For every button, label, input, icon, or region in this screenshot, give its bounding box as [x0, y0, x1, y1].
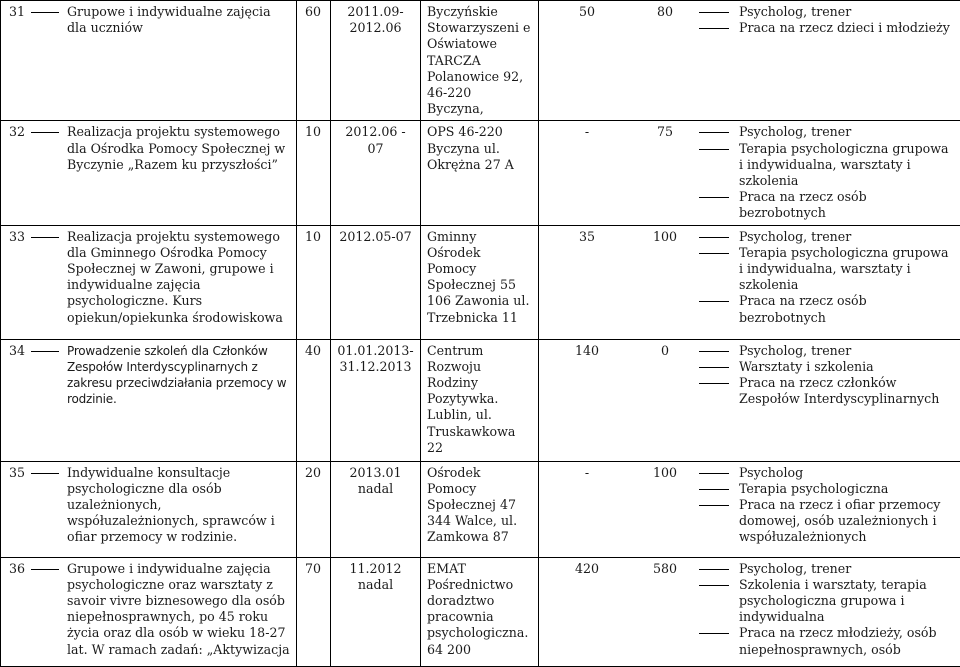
profile-cell	[539, 461, 960, 557]
profile-line: Psycholog, trener	[729, 561, 950, 577]
table-row	[1, 225, 960, 339]
row-number: 33	[9, 229, 25, 244]
period-value: 2011.09-2012.06	[347, 4, 403, 35]
profile-line: Warsztaty i szkolenia	[729, 359, 950, 375]
profile-line: Psycholog, trener	[729, 124, 950, 140]
hours-cell	[297, 339, 331, 461]
table-row	[1, 557, 960, 666]
period-cell	[331, 557, 421, 666]
project-name: Realizacja projektu systemowego dla Gminnego Ośrodka Pomocy Społecznej w Zawoni, grupowe i indywidualne zajęcia psychologiczne. Kurs opiekun/opiekunka środowiskowa	[67, 229, 290, 326]
count-a: 420	[539, 561, 635, 658]
project-name: Grupowe i indywidualne zajęcia psychologiczne oraz warsztaty z savoir vivre biznesowego dla osób niepełnosprawnych, po 45 roku życia oraz dla osób w wieku 18-27 lat. W ramach zadań: „Aktywizacja	[67, 561, 290, 658]
period-value: 2012.05-07	[339, 229, 411, 244]
period-cell	[331, 1, 421, 121]
place-cell	[421, 225, 539, 339]
project-cell	[1, 121, 297, 225]
hours-value: 60	[305, 4, 321, 19]
profile-line: Terapia psychologiczna grupowa i indywidualna, warsztaty i szkolenia	[729, 141, 950, 190]
count-a: 50	[539, 4, 635, 36]
table-row	[1, 339, 960, 461]
period-cell	[331, 225, 421, 339]
hours-cell	[297, 1, 331, 121]
table-row	[1, 461, 960, 557]
hours-cell	[297, 225, 331, 339]
hours-cell	[297, 121, 331, 225]
place-value: Ośrodek Pomocy Społecznej 47 344 Walce, ul. Zamkowa 87	[427, 465, 517, 545]
hours-value: 10	[305, 229, 321, 244]
place-value: Gminny Ośrodek Pomocy Społecznej 55 106 Zawonia ul. Trzebnicka 11	[427, 229, 529, 325]
place-value: OPS 46-220 Byczyna ul. Okrężna 27 A	[427, 124, 514, 171]
row-number: 31	[9, 4, 25, 19]
place-cell	[421, 1, 539, 121]
place-cell	[421, 121, 539, 225]
count-a: 35	[539, 229, 635, 326]
period-cell	[331, 339, 421, 461]
project-cell	[1, 339, 297, 461]
hours-cell	[297, 461, 331, 557]
count-b: 75	[635, 124, 695, 221]
count-b: 0	[635, 343, 695, 408]
place-value: Byczyńskie Stowarzyszeni e Oświatowe TARCZA Polanowice 92, 46-220 Byczyna,	[427, 4, 530, 116]
hours-value: 70	[305, 561, 321, 576]
profile-line: Psycholog	[729, 465, 950, 481]
count-a: -	[539, 465, 635, 546]
hours-cell	[297, 557, 331, 666]
project-cell	[1, 461, 297, 557]
project-cell	[1, 1, 297, 121]
count-a: -	[539, 124, 635, 221]
row-number: 36	[9, 561, 25, 576]
profile-line: Psycholog, trener	[729, 343, 950, 359]
profile-line: Praca na rzecz osób bezrobotnych	[729, 189, 950, 221]
profile-cell	[539, 557, 960, 666]
profile-line: Terapia psychologiczna	[729, 481, 950, 497]
row-number: 35	[9, 465, 25, 480]
period-value: 2013.01 nadal	[349, 465, 401, 496]
project-name: Indywidualne konsultacje psychologiczne dla osób uzależnionych, współuzależnionych, sprawców i ofiar przemocy w rodzinie.	[67, 465, 290, 546]
profile-line: Praca na rzecz młodzieży, osób niepełnosprawnych, osób	[729, 625, 950, 657]
profile-line: Praca na rzecz osób bezrobotnych	[729, 293, 950, 325]
profile-line: Terapia psychologiczna grupowa i indywidualna, warsztaty i szkolenia	[729, 245, 950, 294]
row-number: 34	[9, 343, 25, 358]
period-value: 11.2012 nadal	[349, 561, 401, 592]
period-value: 01.01.2013-31.12.2013	[337, 343, 413, 374]
profile-line: Praca na rzecz i ofiar przemocy domowej, osób uzależnionych i współuzależnionych	[729, 497, 950, 546]
project-name: Prowadzenie szkoleń dla Członków Zespołów Interdyscyplinarnych z zakresu przeciwdziałania przemocy w rodzinie.	[67, 343, 290, 408]
table-row	[1, 121, 960, 225]
project-name: Realizacja projektu systemowego dla Ośrodka Pomocy Społecznej w Byczynie „Razem ku przyszłości”	[67, 124, 290, 173]
hours-value: 20	[305, 465, 321, 480]
place-cell	[421, 339, 539, 461]
profile-line: Praca na rzecz dzieci i młodzieży	[729, 20, 950, 36]
hours-value: 40	[305, 343, 321, 358]
profile-cell	[539, 225, 960, 339]
count-b: 80	[635, 4, 695, 36]
profile-line: Psycholog, trener	[729, 229, 950, 245]
profile-line: Szkolenia i warsztaty, terapia psychologiczna grupowa i indywidualna	[729, 577, 950, 626]
place-cell	[421, 461, 539, 557]
profile-cell	[539, 121, 960, 225]
profile-cell	[539, 339, 960, 461]
count-a: 140	[539, 343, 635, 408]
profile-cell	[539, 1, 960, 121]
place-value: Centrum Rozwoju Rodziny Pozytywka. Lublin, ul. Truskawkowa 22	[427, 343, 515, 455]
period-cell	[331, 121, 421, 225]
profile-line: Psycholog, trener	[729, 4, 950, 20]
count-b: 100	[635, 465, 695, 546]
period-value: 2012.06 - 07	[345, 124, 405, 155]
table-row	[1, 1, 960, 121]
place-cell	[421, 557, 539, 666]
period-cell	[331, 461, 421, 557]
project-cell	[1, 225, 297, 339]
place-value: EMAT Pośrednictwo doradztwo pracownia psychologiczna. 64 200	[427, 561, 528, 657]
count-b: 100	[635, 229, 695, 326]
row-number: 32	[9, 124, 25, 139]
project-cell	[1, 557, 297, 666]
hours-value: 10	[305, 124, 321, 139]
profile-line: Praca na rzecz członków Zespołów Interdyscyplinarnych	[729, 375, 950, 407]
count-b: 580	[635, 561, 695, 658]
project-name: Grupowe i indywidualne zajęcia dla uczniów	[67, 4, 290, 36]
